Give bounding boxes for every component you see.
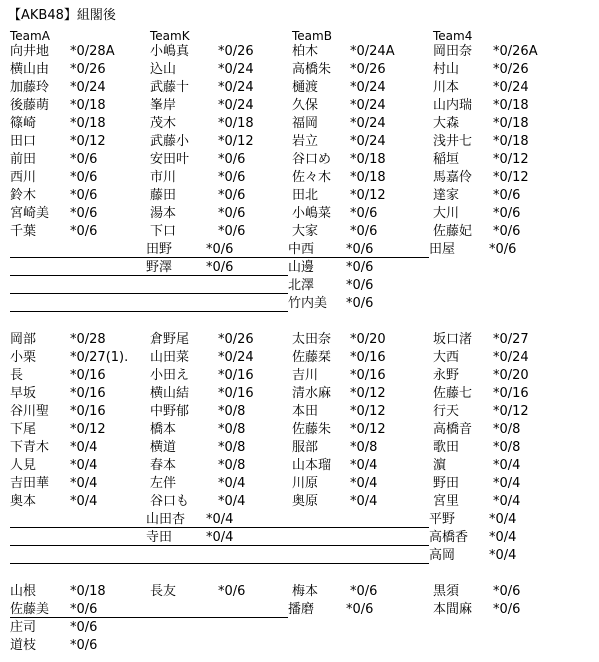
member-name: 山根 bbox=[10, 584, 37, 599]
member-name: 樋渡 bbox=[292, 80, 319, 95]
member-name: 中西 bbox=[288, 242, 315, 257]
member-value: *0/6 bbox=[493, 224, 521, 239]
member-name: 田口 bbox=[10, 134, 37, 149]
member-value: *0/16 bbox=[218, 368, 254, 383]
member-value: *0/18 bbox=[493, 116, 529, 131]
member-name: 村山 bbox=[433, 62, 460, 77]
blank-underline bbox=[10, 293, 288, 294]
member-value: *0/8 bbox=[350, 440, 378, 455]
member-name: 岡田奈 bbox=[433, 44, 473, 59]
member-name: 小嶋真 bbox=[150, 44, 190, 59]
member-name: 寺田 bbox=[146, 530, 173, 545]
member-name: 橋本 bbox=[150, 422, 177, 437]
member-name: 高橋朱 bbox=[292, 62, 332, 77]
member-value: *0/4 bbox=[218, 476, 246, 491]
member-name: 本田 bbox=[292, 404, 319, 419]
member-value: *0/24 bbox=[350, 80, 386, 95]
member-value: *0/24 bbox=[350, 134, 386, 149]
member-value: *0/4 bbox=[350, 494, 378, 509]
member-name: 道枝 bbox=[10, 638, 37, 653]
member-name: 奥本 bbox=[10, 494, 37, 509]
member-value: *0/18 bbox=[350, 152, 386, 167]
member-name: 茂木 bbox=[150, 116, 177, 131]
blank-underline bbox=[10, 617, 288, 618]
member-value: *0/6 bbox=[218, 188, 246, 203]
blank-underline bbox=[10, 275, 288, 276]
member-name: 峯岸 bbox=[150, 98, 177, 113]
member-name: 山田杏 bbox=[146, 512, 186, 527]
team-header: TeamA bbox=[10, 29, 50, 43]
member-value: *0/26A bbox=[493, 44, 538, 59]
member-value: *0/12 bbox=[350, 188, 386, 203]
member-value: *0/6 bbox=[70, 170, 98, 185]
member-value: *0/4 bbox=[493, 476, 521, 491]
member-value: *0/6 bbox=[489, 242, 517, 257]
member-name: 山本瑠 bbox=[292, 458, 332, 473]
member-name: 左伴 bbox=[150, 476, 177, 491]
member-value: *0/4 bbox=[489, 530, 517, 545]
member-name: 北澤 bbox=[288, 278, 315, 293]
member-name: 湯本 bbox=[150, 206, 177, 221]
member-name: 下口 bbox=[150, 224, 177, 239]
member-name: 早坂 bbox=[10, 386, 37, 401]
member-value: *0/16 bbox=[350, 368, 386, 383]
member-name: 庄司 bbox=[10, 620, 37, 635]
member-name: 平野 bbox=[429, 512, 456, 527]
member-value: *0/6 bbox=[218, 224, 246, 239]
blank-underline bbox=[10, 257, 429, 258]
member-value: *0/18 bbox=[493, 134, 529, 149]
member-value: *0/4 bbox=[489, 548, 517, 563]
member-value: *0/12 bbox=[70, 422, 106, 437]
member-value: *0/8 bbox=[493, 422, 521, 437]
member-value: *0/12 bbox=[493, 404, 529, 419]
member-value: *0/18 bbox=[493, 98, 529, 113]
member-name: 川本 bbox=[433, 80, 460, 95]
member-name: 浅井七 bbox=[433, 134, 473, 149]
member-name: 行天 bbox=[433, 404, 460, 419]
member-value: *0/6 bbox=[206, 260, 234, 275]
member-value: *0/6 bbox=[346, 296, 374, 311]
member-name: 谷口も bbox=[150, 494, 190, 509]
member-value: *0/4 bbox=[350, 458, 378, 473]
member-value: *0/4 bbox=[70, 458, 98, 473]
member-value: *0/4 bbox=[70, 476, 98, 491]
team-header: TeamB bbox=[292, 29, 332, 43]
member-value: *0/6 bbox=[346, 242, 374, 257]
member-name: 達家 bbox=[433, 188, 460, 203]
member-name: 佐藤栞 bbox=[292, 350, 332, 365]
member-name: 野澤 bbox=[146, 260, 173, 275]
member-value: *0/26 bbox=[493, 62, 529, 77]
member-name: 佐々木 bbox=[292, 170, 332, 185]
member-value: *0/6 bbox=[346, 278, 374, 293]
member-value: *0/6 bbox=[70, 620, 98, 635]
member-name: 武藤小 bbox=[150, 134, 190, 149]
member-name: 加藤玲 bbox=[10, 80, 50, 95]
member-name: 向井地 bbox=[10, 44, 50, 59]
member-value: *0/12 bbox=[70, 134, 106, 149]
member-name: 佐藤七 bbox=[433, 386, 473, 401]
member-value: *0/4 bbox=[206, 512, 234, 527]
member-name: 清水麻 bbox=[292, 386, 332, 401]
member-value: *0/12 bbox=[493, 170, 529, 185]
member-name: 横山由 bbox=[10, 62, 50, 77]
member-name: 前田 bbox=[10, 152, 37, 167]
member-name: 田北 bbox=[292, 188, 319, 203]
member-value: *0/24 bbox=[493, 350, 529, 365]
member-name: 永野 bbox=[433, 368, 460, 383]
member-name: 下尾 bbox=[10, 422, 37, 437]
member-value: *0/16 bbox=[218, 386, 254, 401]
member-value: *0/28A bbox=[70, 44, 115, 59]
member-value: *0/24 bbox=[350, 116, 386, 131]
member-value: *0/24 bbox=[350, 98, 386, 113]
member-value: *0/24 bbox=[218, 98, 254, 113]
member-name: 千葉 bbox=[10, 224, 37, 239]
member-value: *0/4 bbox=[206, 530, 234, 545]
member-name: 大川 bbox=[433, 206, 460, 221]
member-name: 高橋音 bbox=[433, 422, 473, 437]
member-name: 佐藤妃 bbox=[433, 224, 473, 239]
team-header: Team4 bbox=[433, 29, 473, 43]
member-value: *0/24 bbox=[70, 80, 106, 95]
member-name: 福岡 bbox=[292, 116, 319, 131]
member-value: *0/6 bbox=[70, 206, 98, 221]
member-name: 坂口渚 bbox=[433, 332, 473, 347]
member-name: 大森 bbox=[433, 116, 460, 131]
member-name: 山田菜 bbox=[150, 350, 190, 365]
member-value: *0/24A bbox=[350, 44, 395, 59]
member-value: *0/6 bbox=[350, 224, 378, 239]
member-value: *0/6 bbox=[70, 152, 98, 167]
member-value: *0/12 bbox=[493, 152, 529, 167]
member-value: *0/12 bbox=[350, 386, 386, 401]
member-name: 馬嘉伶 bbox=[433, 170, 473, 185]
member-value: *0/28 bbox=[70, 332, 106, 347]
member-value: *0/24 bbox=[493, 80, 529, 95]
member-name: 久保 bbox=[292, 98, 319, 113]
member-name: 谷口め bbox=[292, 152, 332, 167]
member-value: *0/4 bbox=[350, 476, 378, 491]
member-name: 鈴木 bbox=[10, 188, 37, 203]
member-name: 長友 bbox=[150, 584, 177, 599]
member-name: 宮崎美 bbox=[10, 206, 50, 221]
member-value: *0/18 bbox=[218, 116, 254, 131]
member-value: *0/16 bbox=[493, 386, 529, 401]
blank-underline bbox=[10, 527, 429, 528]
member-value: *0/24 bbox=[218, 350, 254, 365]
member-name: 込山 bbox=[150, 62, 177, 77]
member-name: 田屋 bbox=[429, 242, 456, 257]
member-value: *0/24 bbox=[218, 62, 254, 77]
member-value: *0/6 bbox=[493, 188, 521, 203]
member-name: 小嶋菜 bbox=[292, 206, 332, 221]
member-name: 田野 bbox=[146, 242, 173, 257]
member-value: *0/12 bbox=[350, 404, 386, 419]
member-name: 野田 bbox=[433, 476, 460, 491]
member-value: *0/8 bbox=[218, 440, 246, 455]
member-value: *0/26 bbox=[218, 44, 254, 59]
member-value: *0/27(1). bbox=[70, 350, 129, 365]
member-name: 奥原 bbox=[292, 494, 319, 509]
member-value: *0/8 bbox=[218, 404, 246, 419]
member-name: 谷川聖 bbox=[10, 404, 50, 419]
member-value: *0/12 bbox=[350, 422, 386, 437]
member-name: 佐藤朱 bbox=[292, 422, 332, 437]
member-name: 下青木 bbox=[10, 440, 50, 455]
member-name: 濵 bbox=[433, 458, 447, 473]
member-name: 稲垣 bbox=[433, 152, 460, 167]
member-value: *0/20 bbox=[350, 332, 386, 347]
page-title: 【AKB48】組閣後 bbox=[8, 8, 116, 23]
member-value: *0/6 bbox=[206, 242, 234, 257]
member-value: *0/4 bbox=[218, 494, 246, 509]
member-name: 横道 bbox=[150, 440, 177, 455]
member-value: *0/6 bbox=[218, 170, 246, 185]
member-name: 市川 bbox=[150, 170, 177, 185]
team-header: TeamK bbox=[150, 29, 190, 43]
member-name: 歌田 bbox=[433, 440, 460, 455]
member-value: *0/4 bbox=[70, 494, 98, 509]
blank-underline bbox=[10, 311, 288, 312]
member-name: 佐藤美 bbox=[10, 602, 50, 617]
member-value: *0/16 bbox=[70, 368, 106, 383]
member-value: *0/6 bbox=[493, 602, 521, 617]
member-value: *0/27 bbox=[493, 332, 529, 347]
member-value: *0/4 bbox=[70, 440, 98, 455]
member-value: *0/20 bbox=[493, 368, 529, 383]
member-name: 小田え bbox=[150, 368, 190, 383]
member-value: *0/6 bbox=[70, 638, 98, 653]
member-value: *0/16 bbox=[70, 386, 106, 401]
member-name: 大家 bbox=[292, 224, 319, 239]
member-name: 竹内美 bbox=[288, 296, 328, 311]
member-value: *0/8 bbox=[218, 422, 246, 437]
member-value: *0/6 bbox=[218, 584, 246, 599]
member-value: *0/6 bbox=[70, 188, 98, 203]
member-name: 高岡 bbox=[429, 548, 456, 563]
member-value: *0/6 bbox=[350, 206, 378, 221]
member-name: 春本 bbox=[150, 458, 177, 473]
member-value: *0/6 bbox=[70, 602, 98, 617]
member-value: *0/26 bbox=[350, 62, 386, 77]
member-value: *0/12 bbox=[218, 134, 254, 149]
member-value: *0/24 bbox=[218, 80, 254, 95]
member-name: 藤田 bbox=[150, 188, 177, 203]
member-name: 倉野尾 bbox=[150, 332, 190, 347]
member-value: *0/26 bbox=[70, 62, 106, 77]
member-value: *0/18 bbox=[70, 116, 106, 131]
member-value: *0/4 bbox=[489, 512, 517, 527]
member-name: 小栗 bbox=[10, 350, 37, 365]
member-value: *0/4 bbox=[493, 494, 521, 509]
blank-underline bbox=[10, 563, 429, 564]
member-value: *0/18 bbox=[350, 170, 386, 185]
member-name: 吉川 bbox=[292, 368, 319, 383]
member-value: *0/4 bbox=[493, 458, 521, 473]
member-name: 川原 bbox=[292, 476, 319, 491]
member-name: 西川 bbox=[10, 170, 37, 185]
member-name: 人見 bbox=[10, 458, 37, 473]
member-name: 岡部 bbox=[10, 332, 37, 347]
member-name: 宮里 bbox=[433, 494, 460, 509]
member-name: 岩立 bbox=[292, 134, 319, 149]
member-name: 本間麻 bbox=[433, 602, 473, 617]
member-name: 高橋香 bbox=[429, 530, 469, 545]
member-name: 吉田華 bbox=[10, 476, 50, 491]
member-value: *0/6 bbox=[346, 602, 374, 617]
member-value: *0/6 bbox=[218, 152, 246, 167]
member-name: 安田叶 bbox=[150, 152, 190, 167]
member-value: *0/16 bbox=[350, 350, 386, 365]
member-value: *0/16 bbox=[70, 404, 106, 419]
member-name: 武藤十 bbox=[150, 80, 190, 95]
member-value: *0/6 bbox=[350, 584, 378, 599]
member-name: 黒須 bbox=[433, 584, 460, 599]
member-name: 山内瑞 bbox=[433, 98, 473, 113]
member-name: 後藤萌 bbox=[10, 98, 50, 113]
member-name: 大西 bbox=[433, 350, 460, 365]
member-value: *0/6 bbox=[493, 584, 521, 599]
member-value: *0/8 bbox=[493, 440, 521, 455]
member-name: 中野郁 bbox=[150, 404, 190, 419]
member-value: *0/18 bbox=[70, 98, 106, 113]
member-name: 横山結 bbox=[150, 386, 190, 401]
member-name: 播磨 bbox=[288, 602, 315, 617]
blank-underline bbox=[10, 545, 429, 546]
member-value: *0/6 bbox=[70, 224, 98, 239]
member-name: 山邊 bbox=[288, 260, 315, 275]
member-name: 太田奈 bbox=[292, 332, 332, 347]
member-name: 長 bbox=[10, 368, 24, 383]
member-value: *0/6 bbox=[346, 260, 374, 275]
member-name: 篠崎 bbox=[10, 116, 37, 131]
member-name: 柏木 bbox=[292, 44, 319, 59]
member-name: 梅本 bbox=[292, 584, 319, 599]
member-value: *0/26 bbox=[218, 332, 254, 347]
member-value: *0/6 bbox=[493, 206, 521, 221]
member-value: *0/18 bbox=[70, 584, 106, 599]
member-value: *0/8 bbox=[218, 458, 246, 473]
member-value: *0/6 bbox=[218, 206, 246, 221]
member-name: 服部 bbox=[292, 440, 319, 455]
